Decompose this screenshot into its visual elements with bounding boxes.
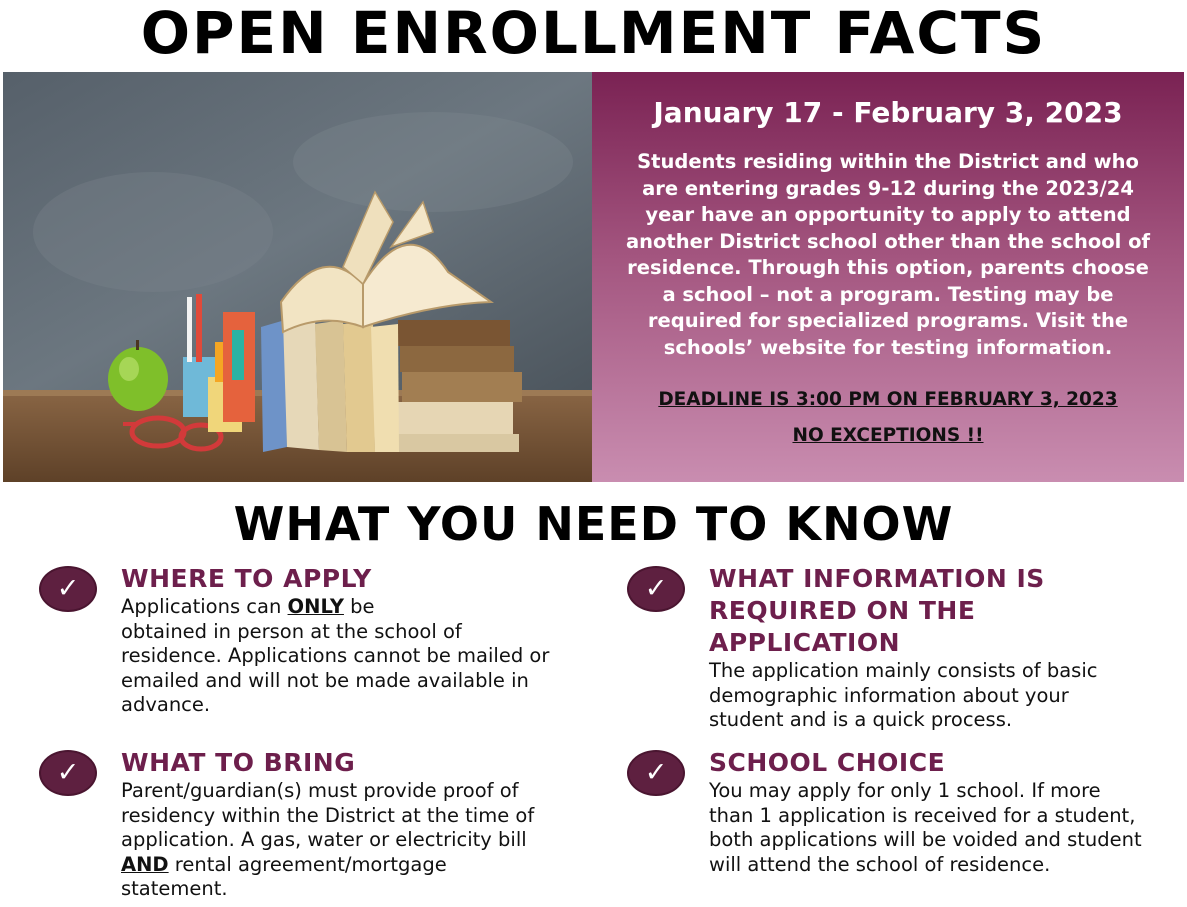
page-title: OPEN ENROLLMENT FACTS [140, 0, 1047, 67]
section-title: WHAT YOU NEED TO KNOW [233, 497, 954, 551]
and-emphasis: AND [121, 852, 169, 876]
required-information-heading: WHAT INFORMATION IS REQUIRED ON THE APPLICATION [709, 564, 1045, 657]
school-choice-heading: SCHOOL CHOICE [709, 748, 946, 777]
what-to-bring-section [121, 747, 591, 902]
deadline-notice: DEADLINE IS 3:00 PM ON FEBRUARY 3, 2023 [658, 389, 1118, 410]
no-exceptions-notice: NO EXCEPTIONS !! [792, 425, 984, 446]
where-to-apply-section [121, 563, 591, 718]
check-circle-icon: ✓ [627, 750, 685, 796]
school-choice-text: You may apply for only 1 school. If more than 1 application is received for a student, both applications will be voided and student will attend the school of residence. [709, 779, 1142, 876]
required-information-section [709, 563, 1179, 733]
check-circle-icon: ✓ [39, 566, 97, 612]
what-to-bring-text: Parent/guardian(s) must provide proof of residency within the District at the time of application. A gas, water or electricity bill AND rental agreement/mortgage statement. [121, 779, 535, 900]
enrollment-description: Students residing within the District and who are entering grades 9-12 during the 2023/24 year have an opportunity to apply to attend another District school other than the school of residence. Through this option, parents choose a school – not a program. Testing may be required for specialized programs. Visit the schools’ website for testing information. [625, 150, 1151, 359]
check-circle-icon: ✓ [39, 750, 97, 796]
where-to-apply-heading: WHERE TO APPLY [121, 564, 372, 593]
what-to-bring-heading: WHAT TO BRING [121, 748, 356, 777]
hero-banner [3, 72, 1184, 482]
where-to-apply-text: Applications can ONLY be obtained in person at the school of residence. Applications cannot be mailed or emailed and will not be made available in advance. [121, 595, 550, 716]
only-emphasis: ONLY [287, 595, 344, 618]
school-choice-section [709, 747, 1179, 877]
enrollment-dates: January 17 - February 3, 2023 [653, 96, 1123, 129]
books-chalkboard-image [3, 72, 592, 482]
check-circle-icon: ✓ [627, 566, 685, 612]
enrollment-info-panel [592, 72, 1184, 482]
required-information-text: The application mainly consists of basic demographic information about your student and is a quick process. [709, 659, 1098, 731]
